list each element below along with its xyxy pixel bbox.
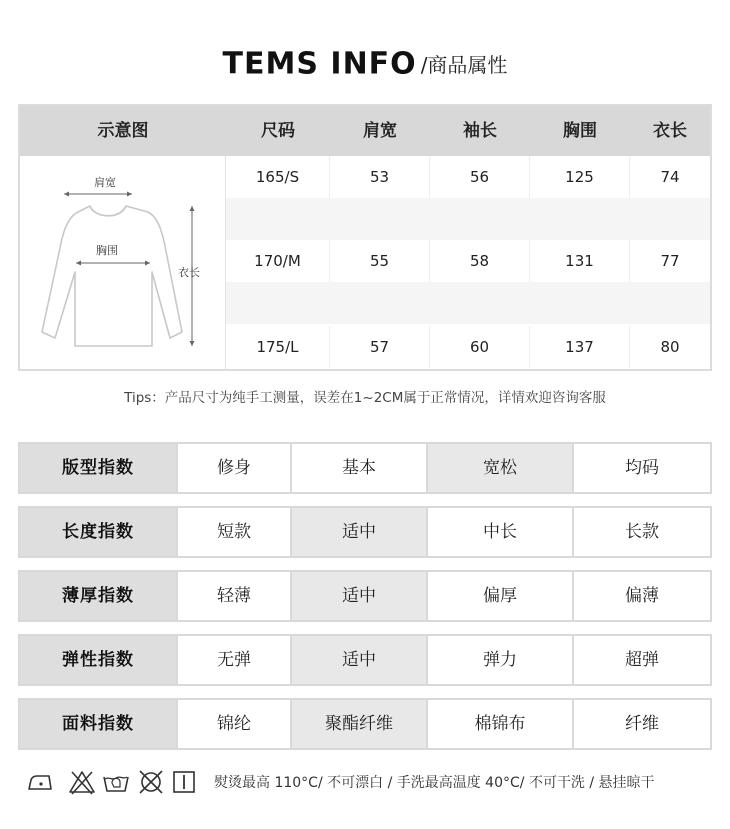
cell-chest: 131 [530, 240, 630, 282]
index-option: 短款 [178, 508, 292, 556]
title-chinese: /商品属性 [420, 52, 508, 77]
index-option: 弹力 [428, 636, 574, 684]
cell-length: 80 [660, 338, 680, 356]
garment-diagram [20, 156, 226, 369]
index-label: 长度指数 [20, 508, 178, 556]
title-english: TEMS INFO [222, 46, 417, 82]
index-option-selected: 适中 [292, 572, 428, 620]
index-row-elasticity [18, 634, 712, 686]
index-option: 轻薄 [178, 572, 292, 620]
index-option-selected: 适中 [292, 508, 428, 556]
cell-shoulder: 57 [330, 326, 430, 368]
size-table-header [20, 106, 710, 156]
iron-icon [26, 769, 54, 795]
index-row-fabric [18, 698, 712, 750]
row-spacer [226, 198, 710, 240]
size-row-s [226, 156, 710, 198]
index-row-length [18, 506, 712, 558]
header-diagram: 示意图 [97, 121, 149, 141]
hang-dry-icon [172, 769, 196, 795]
care-instructions [26, 765, 716, 801]
index-label: 薄厚指数 [20, 572, 178, 620]
header-length: 衣长 [653, 121, 687, 141]
index-option: 修身 [178, 444, 292, 492]
cell-size: 175/L [226, 326, 330, 368]
index-option-selected: 宽松 [428, 444, 574, 492]
page-title [0, 44, 730, 84]
diagram-label-length: 衣长 [178, 266, 200, 279]
cell-size: 165/S [226, 156, 330, 198]
size-row-m [226, 240, 710, 282]
cell-length: 74 [660, 168, 680, 186]
hand-wash-icon [102, 769, 130, 795]
index-option: 长款 [625, 522, 659, 542]
cell-chest: 125 [530, 156, 630, 198]
index-option: 棉锦布 [428, 700, 574, 748]
diagram-label-shoulder: 肩宽 [94, 176, 116, 189]
care-text: 熨烫最高 110°C/ 不可漂白 / 手洗最高温度 40°C/ 不可干洗 / 悬挂晾干 [214, 775, 655, 791]
size-row-l [226, 326, 710, 369]
measurement-tips: Tips：产品尺寸为纯手工测量，误差在1~2CM属于正常情况，详情欢迎咨询客服 [124, 390, 606, 406]
index-label: 版型指数 [20, 444, 178, 492]
index-label: 面料指数 [20, 700, 178, 748]
index-row-fit [18, 442, 712, 494]
index-option: 偏薄 [625, 586, 659, 606]
index-option: 基本 [292, 444, 428, 492]
index-option: 超弹 [625, 650, 659, 670]
cell-length: 77 [660, 252, 680, 270]
index-option: 纤维 [625, 714, 659, 734]
header-sleeve: 袖长 [463, 121, 497, 141]
cell-size: 170/M [226, 240, 330, 282]
cell-chest: 137 [530, 326, 630, 368]
no-bleach-icon [68, 769, 96, 795]
cell-sleeve: 56 [430, 156, 530, 198]
cell-shoulder: 55 [330, 240, 430, 282]
index-row-thickness [18, 570, 712, 622]
index-option: 无弹 [178, 636, 292, 684]
cell-shoulder: 53 [330, 156, 430, 198]
index-option-selected: 适中 [292, 636, 428, 684]
sweater-outline-icon [20, 156, 226, 369]
index-option: 均码 [625, 458, 659, 478]
cell-sleeve: 58 [430, 240, 530, 282]
header-size: 尺码 [261, 121, 295, 141]
header-chest: 胸围 [563, 121, 597, 141]
index-option: 中长 [428, 508, 574, 556]
index-option: 锦纶 [178, 700, 292, 748]
index-option-selected: 聚酯纤维 [292, 700, 428, 748]
no-dry-clean-icon [138, 769, 164, 795]
row-spacer [226, 282, 710, 324]
index-label: 弹性指数 [20, 636, 178, 684]
header-shoulder: 肩宽 [363, 121, 397, 141]
size-table [18, 104, 712, 371]
diagram-label-chest: 胸围 [96, 244, 118, 257]
cell-sleeve: 60 [430, 326, 530, 368]
index-option: 偏厚 [428, 572, 574, 620]
